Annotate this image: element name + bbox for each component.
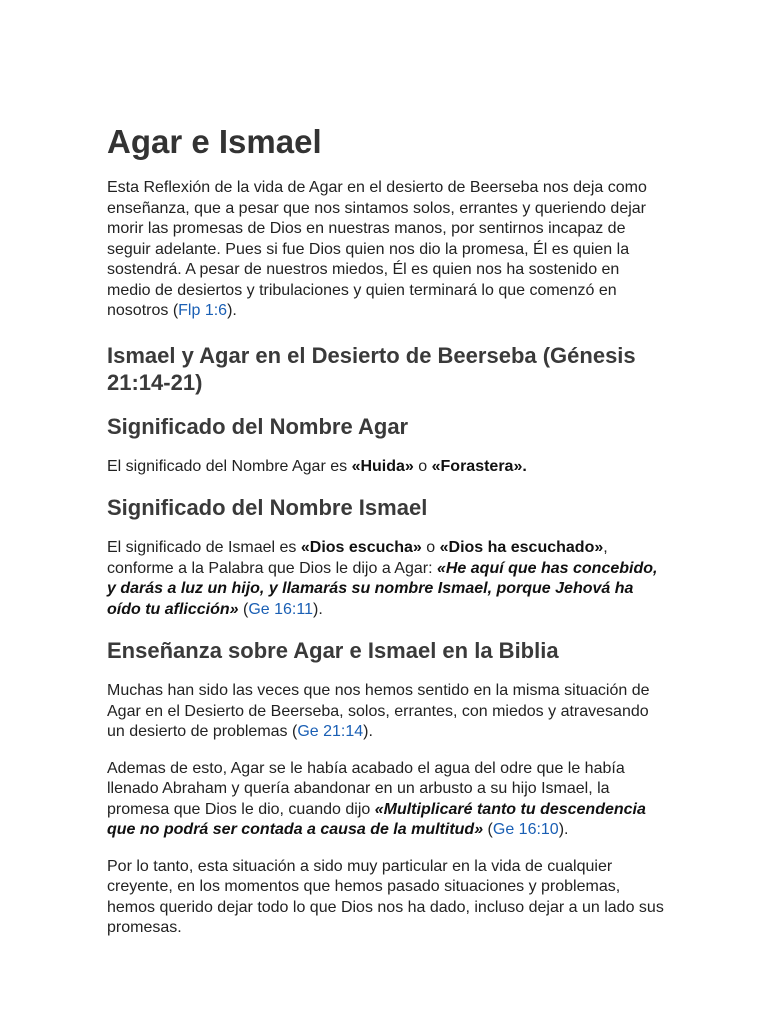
intro-reference-link[interactable]: Flp 1:6 bbox=[178, 302, 228, 319]
agar-meaning-huida: «Huida» bbox=[351, 457, 414, 475]
section-heading-desierto: Ismael y Agar en el Desierto de Beerseba (Génesis 21:14-21) bbox=[107, 342, 636, 395]
ismael-meaning-pre: El significado de Ismael es bbox=[107, 539, 301, 556]
section-heading-nombre-agar: Significado del Nombre Agar bbox=[107, 413, 409, 439]
ismael-meaning-escucha: «Dios escucha» bbox=[300, 539, 422, 556]
section-heading-ensenanza: Enseñanza sobre Agar e Ismael en la Biblia bbox=[107, 638, 559, 663]
ensenanza-p1-end: ). bbox=[363, 723, 373, 740]
ensenanza-p2-text: Ademas de esto, Agar se le había acabado el agua del odre que le había llenado Abraham y quería abandonar en un arbusto a su hijo Ismael, la promesa que Dios le dio, cuando dijo bbox=[107, 759, 625, 818]
intro-paragraph bbox=[107, 178, 667, 322]
ismael-meaning-or: o bbox=[421, 539, 440, 556]
section-heading-nombre-ismael: Significado del Nombre Ismael bbox=[107, 495, 428, 520]
agar-meaning-forastera: «Forastera». bbox=[431, 457, 527, 475]
agar-meaning-paragraph bbox=[107, 457, 667, 478]
ensenanza-p1-text: Muchas han sido las veces que nos hemos sentido en la misma situación de Agar en el Desierto de Beerseba, solos, errantes, con miedos y atravesando un desierto de problemas ( bbox=[107, 682, 650, 740]
agar-meaning-pre: El significado del Nombre Agar es bbox=[107, 457, 352, 475]
ensenanza-p2-quote: «Multiplicaré tanto tu descendencia que no podrá ser contada a causa de la multitud» bbox=[107, 800, 646, 838]
ensenanza-p2-end: ). bbox=[558, 821, 569, 838]
ismael-quote: «He aquí que has concebido, y darás a luz un hijo, y llamarás su nombre Ismael, porque Jehová ha oído tu aflicción» bbox=[107, 559, 658, 618]
ismael-meaning-paragraph bbox=[107, 538, 667, 620]
ismael-ref-open: ( bbox=[238, 600, 249, 618]
ismael-reference-link[interactable]: Ge 16:11 bbox=[248, 600, 313, 618]
ensenanza-paragraph-2 bbox=[107, 759, 667, 841]
ismael-ref-end: ). bbox=[312, 600, 323, 618]
page-title: Agar e Ismael bbox=[107, 123, 322, 160]
agar-meaning-or: o bbox=[413, 457, 432, 475]
intro-text: Esta Reflexión de la vida de Agar en el desierto de Beerseba nos deja como enseñanza, que a pesar que nos sintamos solos, errantes y queriendo dejar morir las promesas de Dios en nuestras manos, por sentirnos incapaz de seguir adelante. Pues si fue Dios quien nos dio la promesa, Él es quien la sostendrá. A pesar de nuestros miedos, Él es quien nos ha sostenido en medio de desiertos y tribulaciones y quien terminará lo que comenzó en nosotros ( bbox=[107, 179, 647, 319]
ensenanza-p2-reference-link[interactable]: Ge 16:10 bbox=[492, 821, 559, 838]
ensenanza-p2-ref-open: ( bbox=[483, 821, 493, 838]
intro-end: ). bbox=[227, 302, 237, 319]
ensenanza-p1-reference-link[interactable]: Ge 21:14 bbox=[297, 723, 364, 740]
ismael-meaning-after: , conforme a la Palabra que Dios le dijo a Agar: bbox=[107, 539, 608, 577]
ensenanza-paragraph-1 bbox=[107, 681, 667, 743]
article-content bbox=[107, 120, 667, 939]
ismael-meaning-escuchado: «Dios ha escuchado» bbox=[439, 539, 604, 556]
ensenanza-paragraph-3: Por lo tanto, esta situación a sido muy particular en la vida de cualquier creyente, en los momentos que hemos pasado situaciones y problemas, hemos querido dejar todo lo que Dios nos ha dado, incluso dejar a un lado sus promesas. bbox=[107, 857, 664, 936]
